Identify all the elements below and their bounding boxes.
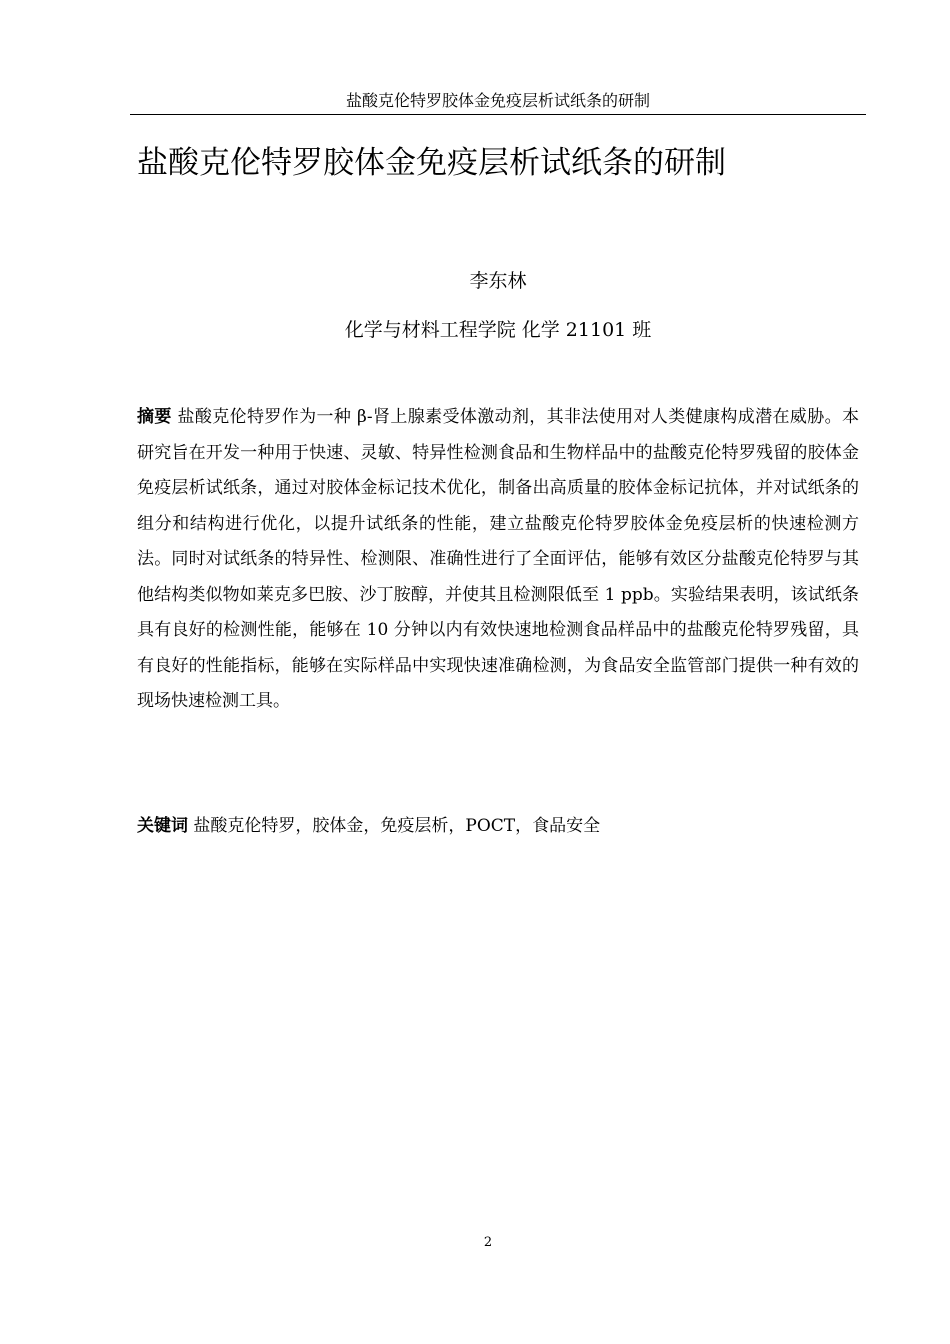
abstract-text: 盐酸克伦特罗作为一种 β-肾上腺素受体激动剂，其非法使用对人类健康构成潜在威胁。本研究旨在开发一种用于快速、灵敏、特异性检测食品和生物样品中的盐酸克伦特罗残留的胶体金免疫层析试纸条，通过对胶体金标记技术优化，制备出高质量的胶体金标记抗体，并对试纸条的组分和结构进行优化，以提升试纸条的性能，建立盐酸克伦特罗胶体金免疫层析的快速检测方法。同时对试纸条的特异性、检测限、准确性进行了全面评估，能够有效区分盐酸克伦特罗与其他结构类似物如莱克多巴胺、沙丁胺醇，并使其且检测限低至 1 ppb。实验结果表明，该试纸条具有良好的检测性能，能够在 10 分钟以内有效快速地检测食品样品中的盐酸克伦特罗残留，具有良好的性能指标，能够在实际样品中实现快速准确检测，为食品安全监管部门提供一种有效的现场快速检测工具。	[137, 407, 859, 711]
author-affiliation: 化学与材料工程学院 化学 21101 班	[344, 319, 652, 341]
author-name: 李东林	[469, 270, 527, 292]
keywords-label: 关键词	[137, 816, 188, 836]
keywords	[137, 810, 859, 842]
paper-title: 盐酸克伦特罗胶体金免疫层析试纸条的研制	[137, 145, 726, 181]
keywords-text: 盐酸克伦特罗，胶体金，免疫层析，POCT，食品安全	[193, 816, 601, 836]
abstract-label: 摘要	[137, 407, 172, 427]
abstract	[137, 400, 859, 720]
running-header: 盐酸克伦特罗胶体金免疫层析试纸条的研制	[130, 90, 866, 115]
page-number: 2	[483, 1235, 493, 1250]
